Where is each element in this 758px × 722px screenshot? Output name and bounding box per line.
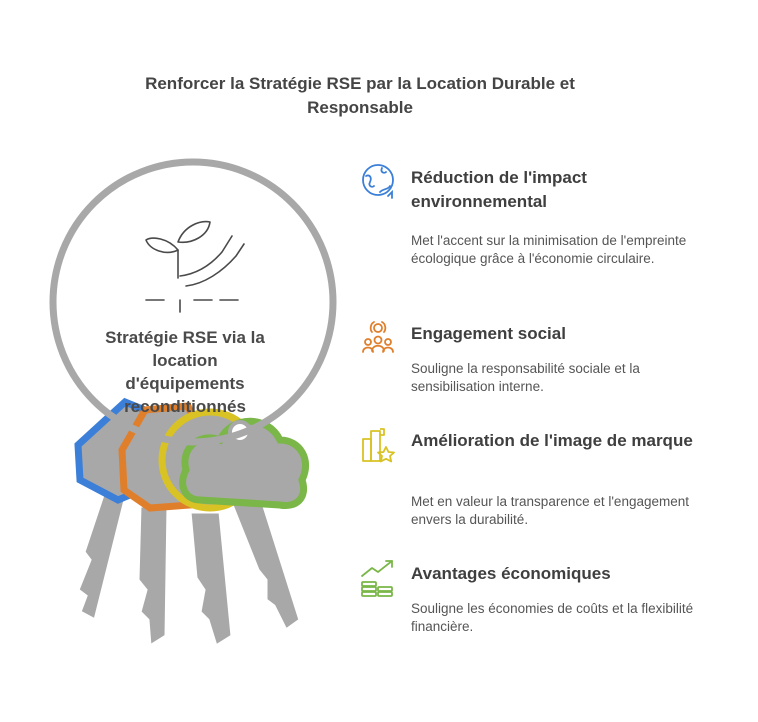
team-users-icon <box>358 318 398 358</box>
item-description: Met en valeur la transparence et l'engagement envers la durabilité. <box>411 494 689 527</box>
center-strategy-label: Stratégie RSE via la location d'équipements reconditionnés <box>105 328 265 416</box>
item-heading: Réduction de l'impact environnemental <box>411 168 587 211</box>
item-heading: Amélioration de l'image de marque <box>411 431 693 450</box>
item-description: Met l'accent sur la minimisation de l'empreinte écologique grâce à l'économie circulaire. <box>411 233 687 266</box>
item-heading: Avantages économiques <box>411 564 611 583</box>
plant-hand-icon <box>146 222 244 312</box>
coins-growth-icon <box>358 558 398 598</box>
globe-recycle-icon <box>358 162 398 202</box>
diagram-title: Renforcer la Stratégie RSE par la Location Durable et Responsable <box>145 74 575 117</box>
item-heading: Engagement social <box>411 324 566 343</box>
item-description: Souligne les économies de coûts et la flexibilité financière. <box>411 601 694 634</box>
key-blades <box>78 492 300 646</box>
building-star-icon <box>358 425 398 465</box>
item-description: Souligne la responsabilité sociale et la sensibilisation interne. <box>411 361 640 394</box>
